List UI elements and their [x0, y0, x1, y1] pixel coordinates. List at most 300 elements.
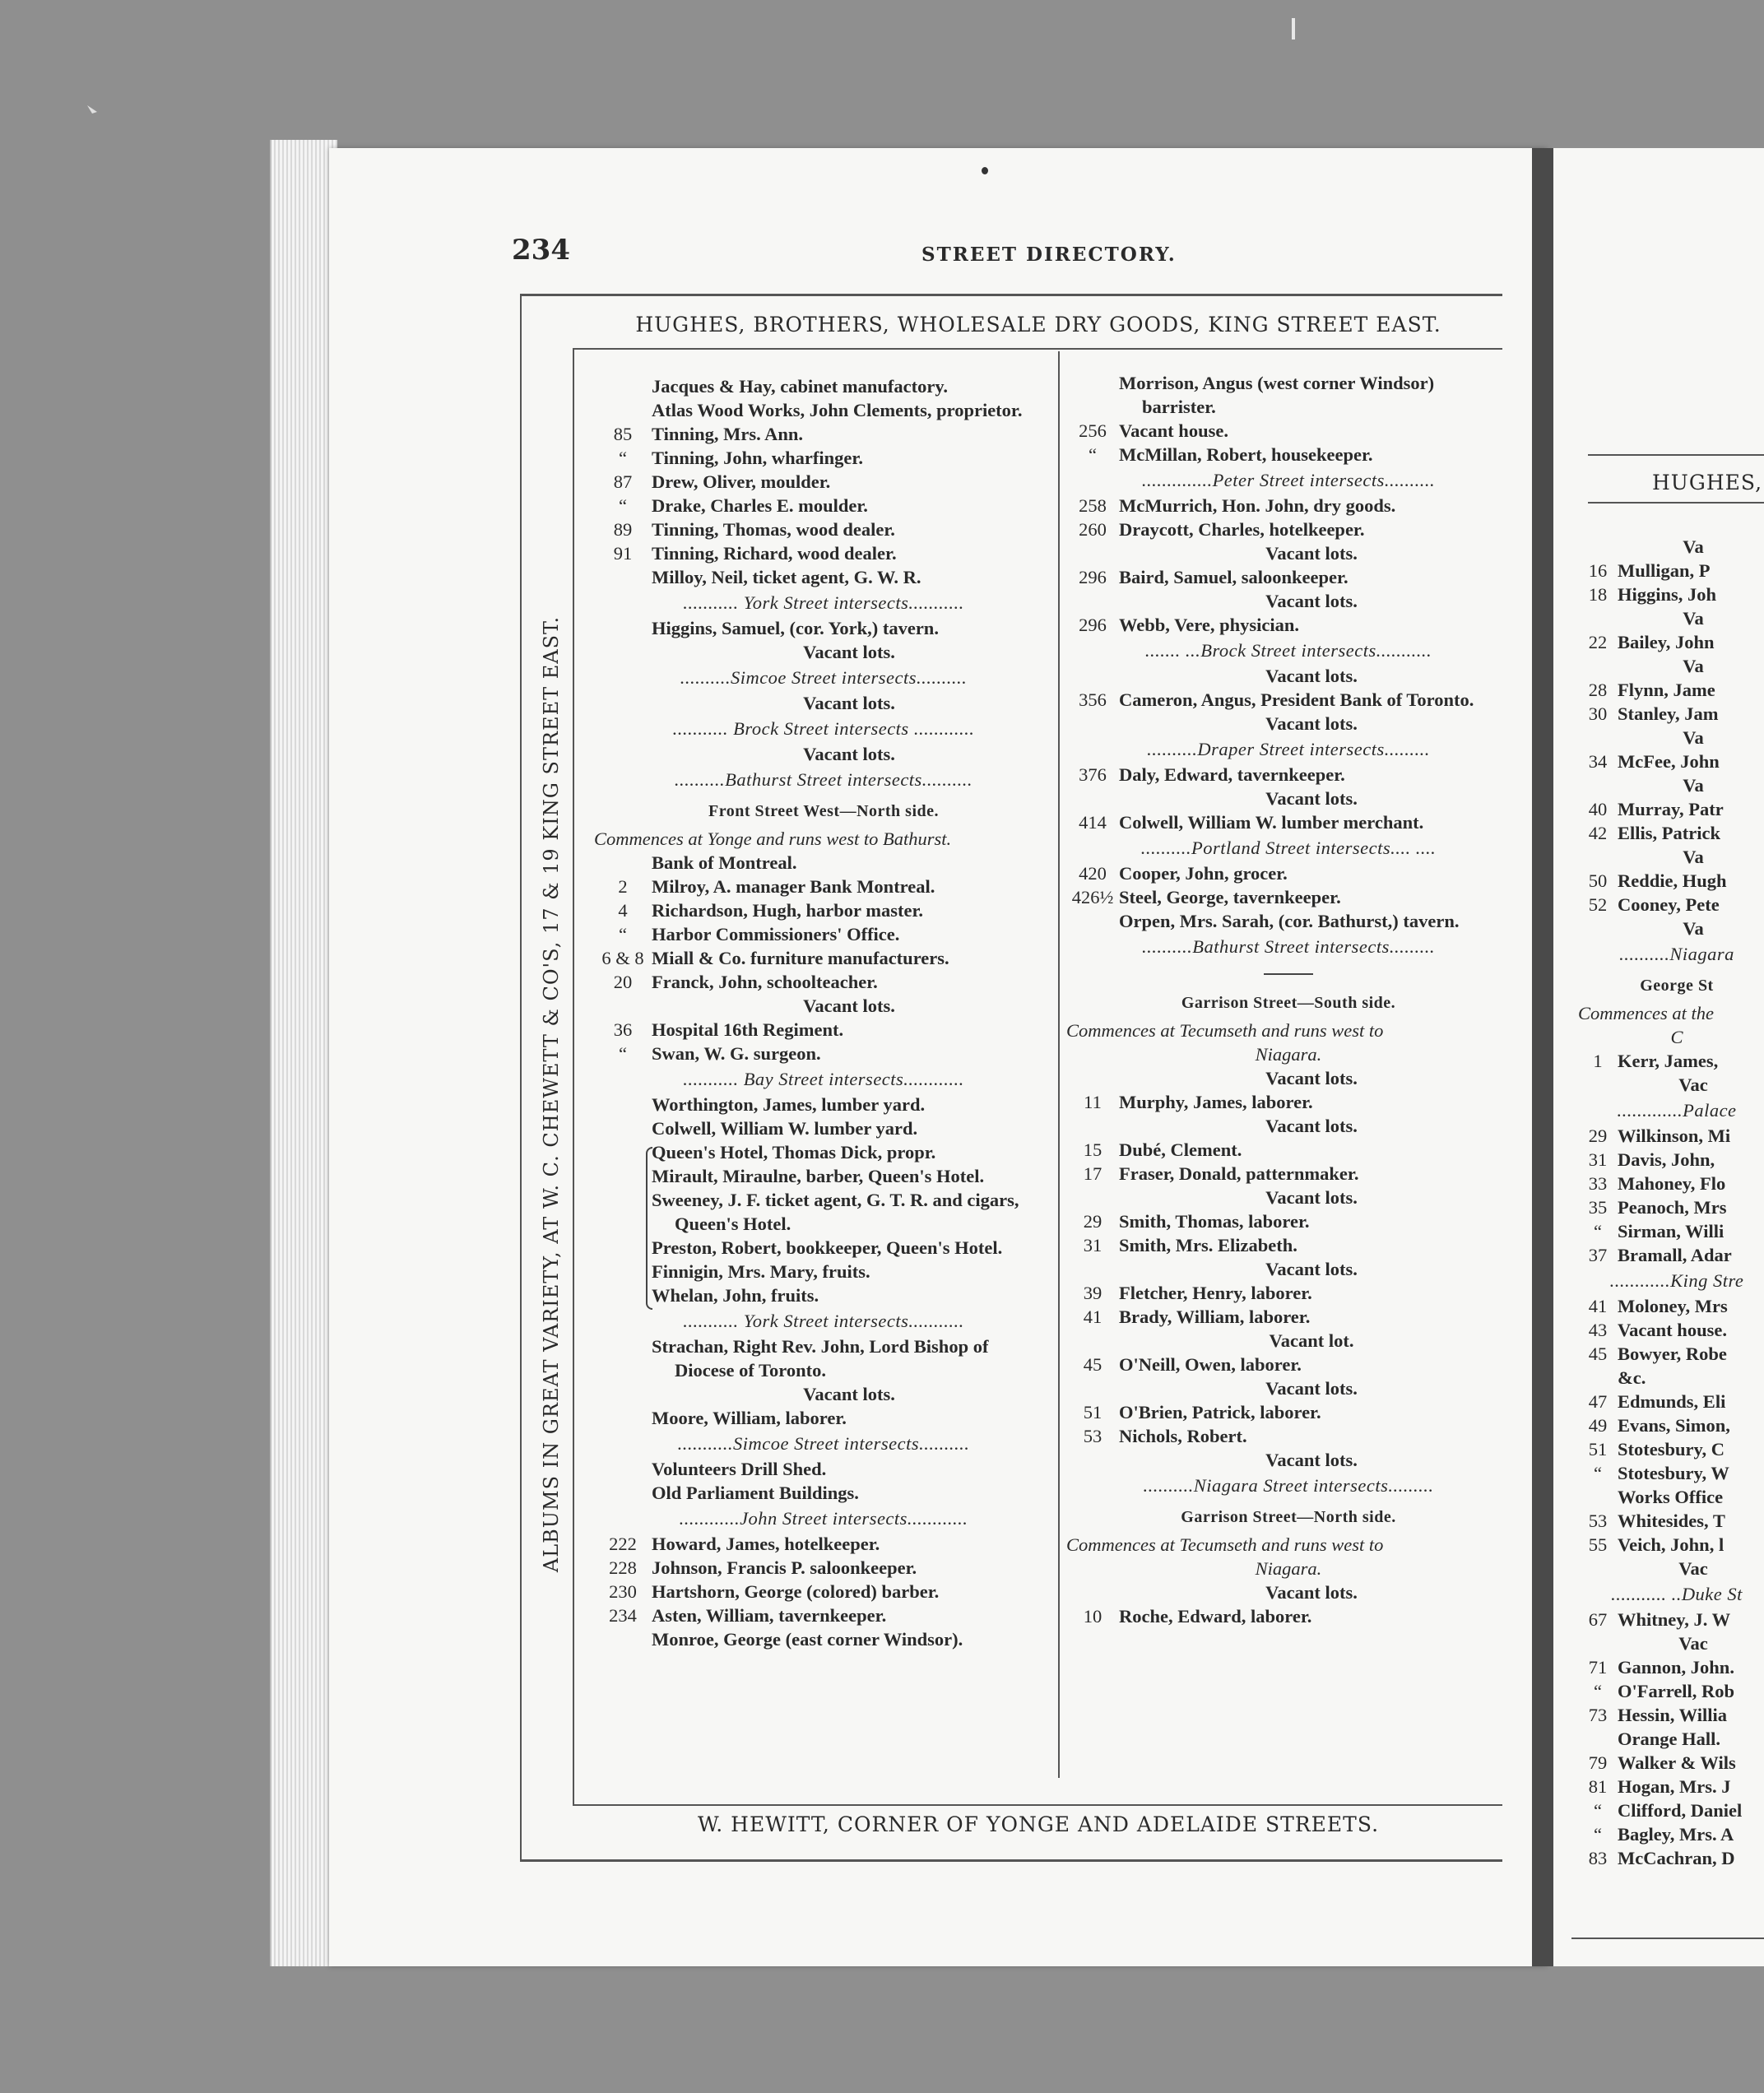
- street-number: 40: [1588, 799, 1608, 819]
- directory-entry: [594, 1481, 1053, 1505]
- intersection-note: ..........Portland Street intersects.... ....: [1140, 838, 1437, 858]
- directory-entry: [1578, 797, 1764, 821]
- street-number: 83: [1588, 1848, 1608, 1868]
- street-number: 79: [1588, 1752, 1608, 1773]
- entry-text: Cooper, John, grocer.: [1119, 863, 1288, 884]
- entry-text: Higgins, Joh: [1618, 584, 1717, 605]
- directory-entry: [1578, 1798, 1764, 1822]
- directory-entry: [594, 875, 1053, 898]
- entry-text: Gannon, John.: [1618, 1657, 1734, 1678]
- street-number: 16: [1588, 560, 1608, 581]
- vacant-entry: [1066, 787, 1511, 810]
- entry-text: Va: [1683, 727, 1704, 748]
- page-number: 234: [512, 234, 570, 267]
- street-number: 35: [1588, 1197, 1608, 1218]
- intersection-note: ........... Brock Street intersects ............: [672, 718, 975, 739]
- street-number: 426½: [1071, 887, 1114, 907]
- vacant-entry: [1578, 1631, 1764, 1655]
- intersection-note: ........... Bay Street intersects............: [683, 1069, 964, 1089]
- street-number: 53: [1588, 1511, 1608, 1531]
- directory-entry: [1578, 1751, 1764, 1775]
- entry-text: Whelan, John, fruits.: [652, 1285, 819, 1306]
- street-number: 89: [613, 519, 633, 540]
- street-number: 2: [618, 876, 628, 897]
- left-column: [594, 374, 1053, 1651]
- entry-text: Vac: [1678, 1633, 1708, 1654]
- street-number: “: [1594, 1221, 1602, 1241]
- entry-text: Bowyer, Robe: [1618, 1344, 1727, 1364]
- intersection-note: ..........Niagara Street intersects.........: [1143, 1475, 1434, 1496]
- ink-dot: [982, 167, 988, 174]
- vacant-entry: [1578, 535, 1764, 559]
- vacant-entry: [1578, 606, 1764, 630]
- side-advertising-band: [535, 510, 571, 1678]
- vacant-entry: [1578, 1557, 1764, 1580]
- entry-text: McCachran, D: [1618, 1848, 1735, 1868]
- street-number: 34: [1588, 751, 1608, 772]
- entry-text: Clifford, Daniel: [1618, 1800, 1743, 1821]
- directory-entry: [1578, 1822, 1764, 1846]
- entry-text: Orange Hall.: [1618, 1729, 1720, 1749]
- vacant-entry: [594, 742, 1053, 766]
- entry-text: McFee, John: [1618, 751, 1720, 772]
- entry-text: McMillan, Robert, housekeeper.: [1119, 444, 1373, 465]
- directory-entry: [1066, 1209, 1511, 1233]
- entry-text: Steel, George, tavernkeeper.: [1119, 887, 1341, 907]
- directory-entry: [594, 1164, 1053, 1188]
- street-number: 234: [609, 1605, 637, 1626]
- directory-entry: [594, 1556, 1053, 1580]
- street-number: “: [1089, 444, 1097, 465]
- directory-entry: [1066, 494, 1511, 517]
- entry-text: Cooney, Pete: [1618, 894, 1720, 915]
- street-number: 51: [1083, 1402, 1102, 1422]
- scan-mark: [1292, 18, 1295, 39]
- directory-entry: [594, 565, 1053, 589]
- directory-entry: [1578, 1294, 1764, 1318]
- facing-page-column: [1578, 535, 1764, 1870]
- entry-text: Vac: [1678, 1074, 1708, 1095]
- street-number: 49: [1588, 1415, 1608, 1436]
- intersection-note: ....... ...Brock Street intersects...........: [1144, 640, 1432, 661]
- directory-entry: [1578, 678, 1764, 702]
- entry-text: Swan, W. G. surgeon.: [652, 1043, 821, 1064]
- entry-text: Asten, William, tavernkeeper.: [652, 1605, 887, 1626]
- entry-text: Morrison, Angus (west corner Windsor) barrister.: [1119, 373, 1435, 417]
- directory-entry: [1066, 419, 1511, 443]
- directory-entry: [1066, 1400, 1511, 1424]
- street-commences: Commences at Tecumseth and runs west to: [1066, 1534, 1384, 1555]
- street-number: 67: [1588, 1609, 1608, 1630]
- entry-text: Stanley, Jam: [1618, 703, 1719, 724]
- street-number: 41: [1588, 1296, 1608, 1316]
- directory-entry: [594, 374, 1053, 398]
- directory-entry: [594, 970, 1053, 994]
- entry-text: Mahoney, Flo: [1618, 1173, 1726, 1194]
- entry-text: Mirault, Miraulne, barber, Queen's Hotel.: [652, 1166, 985, 1186]
- directory-entry: [1066, 810, 1511, 834]
- street-heading: Front Street West—North side.: [708, 802, 940, 820]
- entry-text: Vacant lots.: [1265, 1582, 1358, 1603]
- vacant-entry: [1578, 654, 1764, 678]
- directory-entry: [1066, 1305, 1511, 1329]
- vacant-entry: [594, 994, 1053, 1018]
- street-number: “: [1594, 1463, 1602, 1483]
- vacant-entry: [1066, 712, 1511, 736]
- directory-entry: [1578, 1437, 1764, 1461]
- street-number: “: [619, 1043, 627, 1064]
- street-number: 33: [1588, 1173, 1608, 1194]
- entry-text: Vacant lots.: [803, 642, 895, 662]
- entry-text: O'Farrell, Rob: [1618, 1681, 1735, 1701]
- entry-text: Wilkinson, Mi: [1618, 1125, 1731, 1146]
- intersection-note: ..........Bathurst Street intersects..........: [674, 769, 973, 790]
- street-number: 1: [1593, 1051, 1603, 1071]
- vacant-entry: [1066, 1066, 1511, 1090]
- vacant-entry: [1578, 773, 1764, 797]
- street-number: “: [619, 495, 627, 516]
- street-number: 45: [1588, 1344, 1608, 1364]
- entry-text: Tinning, John, wharfinger.: [652, 448, 863, 468]
- intersection-note: ...........Simcoe Street intersects..........: [677, 1433, 970, 1454]
- vacant-entry: [1578, 845, 1764, 869]
- entry-text: Jacques & Hay, cabinet manufactory.: [652, 376, 948, 397]
- street-number: 376: [1079, 764, 1107, 785]
- directory-entry: [594, 517, 1053, 541]
- directory-entry: [594, 398, 1053, 422]
- street-commences: Commences at Yonge and runs west to Bathurst.: [594, 828, 952, 849]
- entry-text: &c.: [1618, 1367, 1646, 1388]
- directory-entry: [1066, 885, 1511, 909]
- entry-text: Nichols, Robert.: [1119, 1426, 1247, 1446]
- directory-entry: [1066, 443, 1511, 466]
- directory-entry: [594, 1457, 1053, 1481]
- right-column: [1066, 371, 1511, 1628]
- entry-text: Stotesbury, C: [1618, 1439, 1725, 1460]
- entry-text: Franck, John, schoolteacher.: [652, 972, 878, 992]
- entry-text: Johnson, Francis P. saloonkeeper.: [652, 1557, 917, 1578]
- entry-text: Volunteers Drill Shed.: [652, 1459, 827, 1479]
- street-number: 17: [1083, 1163, 1102, 1184]
- directory-entry: [1578, 1727, 1764, 1751]
- street-heading: Garrison Street—South side.: [1181, 994, 1396, 1012]
- directory-entry: [1578, 1049, 1764, 1073]
- street-number: “: [1594, 1824, 1602, 1845]
- entry-text: Bagley, Mrs. A: [1618, 1824, 1734, 1845]
- vacant-entry: [1578, 917, 1764, 940]
- directory-entry: [1578, 1655, 1764, 1679]
- vacant-entry: [1066, 1257, 1511, 1281]
- entry-text: Vacant lots.: [1265, 1259, 1358, 1279]
- directory-entry: [594, 1532, 1053, 1556]
- entry-text: Hospital 16th Regiment.: [652, 1019, 844, 1040]
- entry-text: Vacant lots.: [1265, 666, 1358, 686]
- directory-entry: [1066, 1233, 1511, 1257]
- directory-entry: [594, 494, 1053, 517]
- vacant-entry: [1066, 1376, 1511, 1400]
- entry-text: Strachan, Right Rev. John, Lord Bishop of Diocese of Toronto.: [652, 1336, 989, 1381]
- street-number: 10: [1083, 1606, 1102, 1627]
- street-heading: George St: [1640, 977, 1714, 995]
- brace-icon: [646, 1147, 652, 1310]
- street-number: 43: [1588, 1320, 1608, 1340]
- directory-entry: [1578, 1243, 1764, 1267]
- directory-entry: [594, 1406, 1053, 1430]
- entry-text: Roche, Edward, laborer.: [1119, 1606, 1312, 1627]
- entry-text: Moore, William, laborer.: [652, 1408, 847, 1428]
- directory-entry: [1578, 1413, 1764, 1437]
- directory-entry: [1578, 1342, 1764, 1366]
- bottom-advertising-band: W. HEWITT, CORNER OF YONGE AND ADELAIDE STREETS.: [697, 1812, 1380, 1836]
- entry-text: Walker & Wils: [1618, 1752, 1736, 1773]
- directory-entry: [594, 1140, 1053, 1164]
- street-number: 260: [1079, 519, 1107, 540]
- entry-text: Sweeney, J. F. ticket agent, G. T. R. and cigars, Queen's Hotel.: [652, 1190, 1019, 1234]
- directory-entry: [594, 470, 1053, 494]
- directory-entry: [1578, 1846, 1764, 1870]
- directory-entry: [1578, 1390, 1764, 1413]
- intersection-note: ..............Peter Street intersects..........: [1141, 470, 1436, 490]
- street-number: 222: [609, 1534, 637, 1554]
- street-number: 296: [1079, 615, 1107, 635]
- directory-entry: [1578, 1775, 1764, 1798]
- street-number: 15: [1083, 1139, 1102, 1160]
- intersection-note: ............John Street intersects............: [679, 1508, 968, 1529]
- entry-text: Harbor Commissioners' Office.: [652, 924, 900, 944]
- directory-entry: [594, 616, 1053, 640]
- entry-text: Va: [1683, 536, 1704, 557]
- street-number: 228: [609, 1557, 637, 1578]
- directory-entry: [594, 1580, 1053, 1603]
- entry-text: Drew, Oliver, moulder.: [652, 471, 831, 492]
- facing-page-rule: [1588, 502, 1764, 504]
- directory-entry: [1578, 582, 1764, 606]
- directory-entry: [1066, 1424, 1511, 1448]
- directory-entry: [594, 898, 1053, 922]
- directory-entry: [594, 1334, 1053, 1382]
- directory-entry: [1066, 861, 1511, 885]
- directory-entry: [1578, 1219, 1764, 1243]
- scan-artifact-icon: [86, 104, 102, 120]
- entry-text: Vacant house.: [1119, 420, 1228, 441]
- directory-entry: [1578, 1485, 1764, 1509]
- top-advertising-band: HUGHES, BROTHERS, WHOLESALE DRY GOODS, KING STREET EAST.: [635, 313, 1441, 336]
- intersection-note: ............King Stre: [1609, 1270, 1744, 1291]
- intersection-note: .............Palace: [1617, 1100, 1737, 1121]
- entry-text: Preston, Robert, bookkeeper, Queen's Hotel.: [652, 1237, 1003, 1258]
- entry-text: Howard, James, hotelkeeper.: [652, 1534, 880, 1554]
- street-commences: Niagara.: [1255, 1044, 1322, 1065]
- street-number: 230: [609, 1581, 637, 1602]
- directory-entry: [1066, 1281, 1511, 1305]
- directory-entry: [1578, 1172, 1764, 1195]
- entry-text: Vacant lots.: [1265, 788, 1358, 809]
- street-number: 18: [1588, 584, 1608, 605]
- entry-text: Vacant lots.: [1265, 1116, 1358, 1136]
- directory-entry: [1578, 1366, 1764, 1390]
- directory-entry: [1578, 630, 1764, 654]
- entry-text: Vacant lots.: [1265, 1187, 1358, 1208]
- directory-entry: [594, 922, 1053, 946]
- directory-entry: [1578, 1703, 1764, 1727]
- entry-text: Moloney, Mrs: [1618, 1296, 1728, 1316]
- street-number: 420: [1079, 863, 1107, 884]
- entry-text: Murray, Patr: [1618, 799, 1724, 819]
- intersection-note: ........... ..Duke St: [1611, 1584, 1743, 1604]
- directory-entry: [1578, 1608, 1764, 1631]
- entry-text: Cameron, Angus, President Bank of Toronto.: [1119, 689, 1474, 710]
- entry-text: Peanoch, Mrs: [1618, 1197, 1727, 1218]
- entry-text: McMurrich, Hon. John, dry goods.: [1119, 495, 1396, 516]
- facing-page: [1553, 148, 1764, 1966]
- directory-entry: [1578, 1195, 1764, 1219]
- directory-entry: [594, 1018, 1053, 1042]
- entry-text: Daly, Edward, tavernkeeper.: [1119, 764, 1345, 785]
- street-number: 28: [1588, 680, 1608, 700]
- entry-text: Tinning, Mrs. Ann.: [652, 424, 804, 444]
- directory-entry: [594, 946, 1053, 970]
- directory-entry: [1578, 1509, 1764, 1533]
- hotel-group: [594, 1140, 1053, 1260]
- entry-text: Va: [1683, 847, 1704, 867]
- vacant-entry: [1066, 1448, 1511, 1472]
- directory-entry: [594, 1603, 1053, 1627]
- street-number: 256: [1079, 420, 1107, 441]
- vacant-entry: [594, 1382, 1053, 1406]
- street-number: 87: [613, 471, 633, 492]
- street-number: 31: [1083, 1235, 1102, 1255]
- side-advertising-text: ALBUMS IN GREAT VARIETY, AT W. C. CHEWETT & CO'S, 17 & 19 KING STREET EAST.: [540, 615, 563, 1573]
- entry-text: Smith, Thomas, laborer.: [1119, 1211, 1310, 1232]
- vacant-entry: [1066, 1114, 1511, 1138]
- street-number: 29: [1588, 1125, 1608, 1146]
- street-number: 36: [613, 1019, 633, 1040]
- entry-text: Webb, Vere, physician.: [1119, 615, 1300, 635]
- intersection-note: ..........Bathurst Street intersects.........: [1141, 936, 1435, 957]
- street-number: 20: [613, 972, 633, 992]
- directory-entry: [594, 422, 1053, 446]
- entry-text: Va: [1683, 918, 1704, 939]
- entry-text: Davis, John,: [1618, 1149, 1715, 1170]
- entry-text: O'Neill, Owen, laborer.: [1119, 1354, 1302, 1375]
- entry-text: Colwell, William W. lumber merchant.: [1119, 812, 1424, 833]
- entry-text: Colwell, William W. lumber yard.: [652, 1118, 918, 1139]
- entry-text: Sirman, Willi: [1618, 1221, 1725, 1241]
- intersection-note: ........... York Street intersects...........: [683, 1311, 964, 1331]
- intersection-note: ..........Simcoe Street intersects..........: [680, 667, 968, 688]
- entry-text: Finnigin, Mrs. Mary, fruits.: [652, 1261, 870, 1282]
- street-number: 258: [1079, 495, 1107, 516]
- directory-entry: [1066, 1604, 1511, 1628]
- entry-text: Drake, Charles E. moulder.: [652, 495, 868, 516]
- directory-entry: [594, 1093, 1053, 1116]
- entry-text: Vacant lots.: [803, 1384, 895, 1404]
- entry-text: Smith, Mrs. Elizabeth.: [1119, 1235, 1297, 1255]
- facing-page-band: HUGHES,: [1652, 471, 1763, 494]
- directory-entry: [1066, 1353, 1511, 1376]
- vacant-entry: [594, 640, 1053, 664]
- directory-entry: [594, 851, 1053, 875]
- street-number: 50: [1588, 870, 1608, 891]
- directory-entry: [1066, 909, 1511, 933]
- street-number: 39: [1083, 1283, 1102, 1303]
- street-commences: Commences at the: [1578, 1003, 1714, 1023]
- street-number: 51: [1588, 1439, 1608, 1460]
- entry-text: Vacant lots.: [1265, 1378, 1358, 1399]
- intersection-note: ........... York Street intersects...........: [683, 592, 964, 613]
- entry-text: Vacant lots.: [803, 693, 895, 713]
- directory-entry: [1066, 1138, 1511, 1162]
- entry-text: Vacant lots.: [803, 744, 895, 764]
- street-number: 6 & 8: [601, 948, 644, 968]
- entry-text: Stotesbury, W: [1618, 1463, 1729, 1483]
- vacant-entry: [1578, 1073, 1764, 1097]
- directory-entry: [594, 1188, 1053, 1236]
- street-number: 11: [1084, 1092, 1102, 1112]
- directory-entry: [594, 1116, 1053, 1140]
- entry-text: Miall & Co. furniture manufacturers.: [652, 948, 949, 968]
- facing-page-rule-bottom: [1571, 1938, 1764, 1939]
- entry-text: O'Brien, Patrick, laborer.: [1119, 1402, 1321, 1422]
- entry-text: Vacant lots.: [1265, 1450, 1358, 1470]
- entry-text: Edmunds, Eli: [1618, 1391, 1726, 1412]
- entry-text: Ellis, Patrick: [1618, 823, 1720, 843]
- intersection-note: ..........Draper Street intersects.........: [1147, 739, 1430, 759]
- entry-text: Hartshorn, George (colored) barber.: [652, 1581, 940, 1602]
- directory-entry: [1066, 517, 1511, 541]
- section-rule: [1264, 973, 1313, 975]
- entry-text: Atlas Wood Works, John Clements, proprietor.: [652, 400, 1023, 420]
- entry-text: Tinning, Thomas, wood dealer.: [652, 519, 895, 540]
- directory-entry: [594, 541, 1053, 565]
- entry-text: Baird, Samuel, saloonkeeper.: [1119, 567, 1349, 587]
- street-number: 31: [1588, 1149, 1608, 1170]
- directory-entry: [1578, 749, 1764, 773]
- directory-entry: [1066, 1090, 1511, 1114]
- street-number: 22: [1588, 632, 1608, 652]
- street-commences: Commences at Tecumseth and runs west to: [1066, 1020, 1384, 1041]
- running-head: STREET DIRECTORY.: [921, 244, 1177, 266]
- entry-text: Vacant lot.: [1269, 1330, 1354, 1351]
- entry-text: Milloy, Neil, ticket agent, G. W. R.: [652, 567, 921, 587]
- directory-entry: [1578, 1124, 1764, 1148]
- street-commences: C: [1670, 1027, 1683, 1047]
- entry-text: Va: [1683, 608, 1704, 629]
- directory-entry: [1066, 688, 1511, 712]
- directory-entry: [594, 1042, 1053, 1065]
- entry-text: Va: [1683, 775, 1704, 796]
- entry-text: Fraser, Donald, patternmaker.: [1119, 1163, 1359, 1184]
- book-gutter: [1532, 148, 1553, 1966]
- street-number: 47: [1588, 1391, 1608, 1412]
- directory-entry: [1578, 1318, 1764, 1342]
- entry-text: Flynn, Jame: [1618, 680, 1715, 700]
- street-number: 356: [1079, 689, 1107, 710]
- street-number: “: [619, 448, 627, 468]
- directory-entry: [1578, 821, 1764, 845]
- entry-text: Vacant lots.: [1265, 591, 1358, 611]
- entry-text: Queen's Hotel, Thomas Dick, propr.: [652, 1142, 936, 1163]
- entry-text: Monroe, George (east corner Windsor).: [652, 1629, 963, 1650]
- directory-entry: [1066, 371, 1511, 419]
- entry-text: Va: [1683, 656, 1704, 676]
- street-number: 42: [1588, 823, 1608, 843]
- directory-entry: [1578, 893, 1764, 917]
- entry-text: Hessin, Willia: [1618, 1705, 1727, 1725]
- street-heading: Garrison Street—North side.: [1181, 1508, 1396, 1526]
- vacant-entry: [1066, 1186, 1511, 1209]
- street-number: 52: [1588, 894, 1608, 915]
